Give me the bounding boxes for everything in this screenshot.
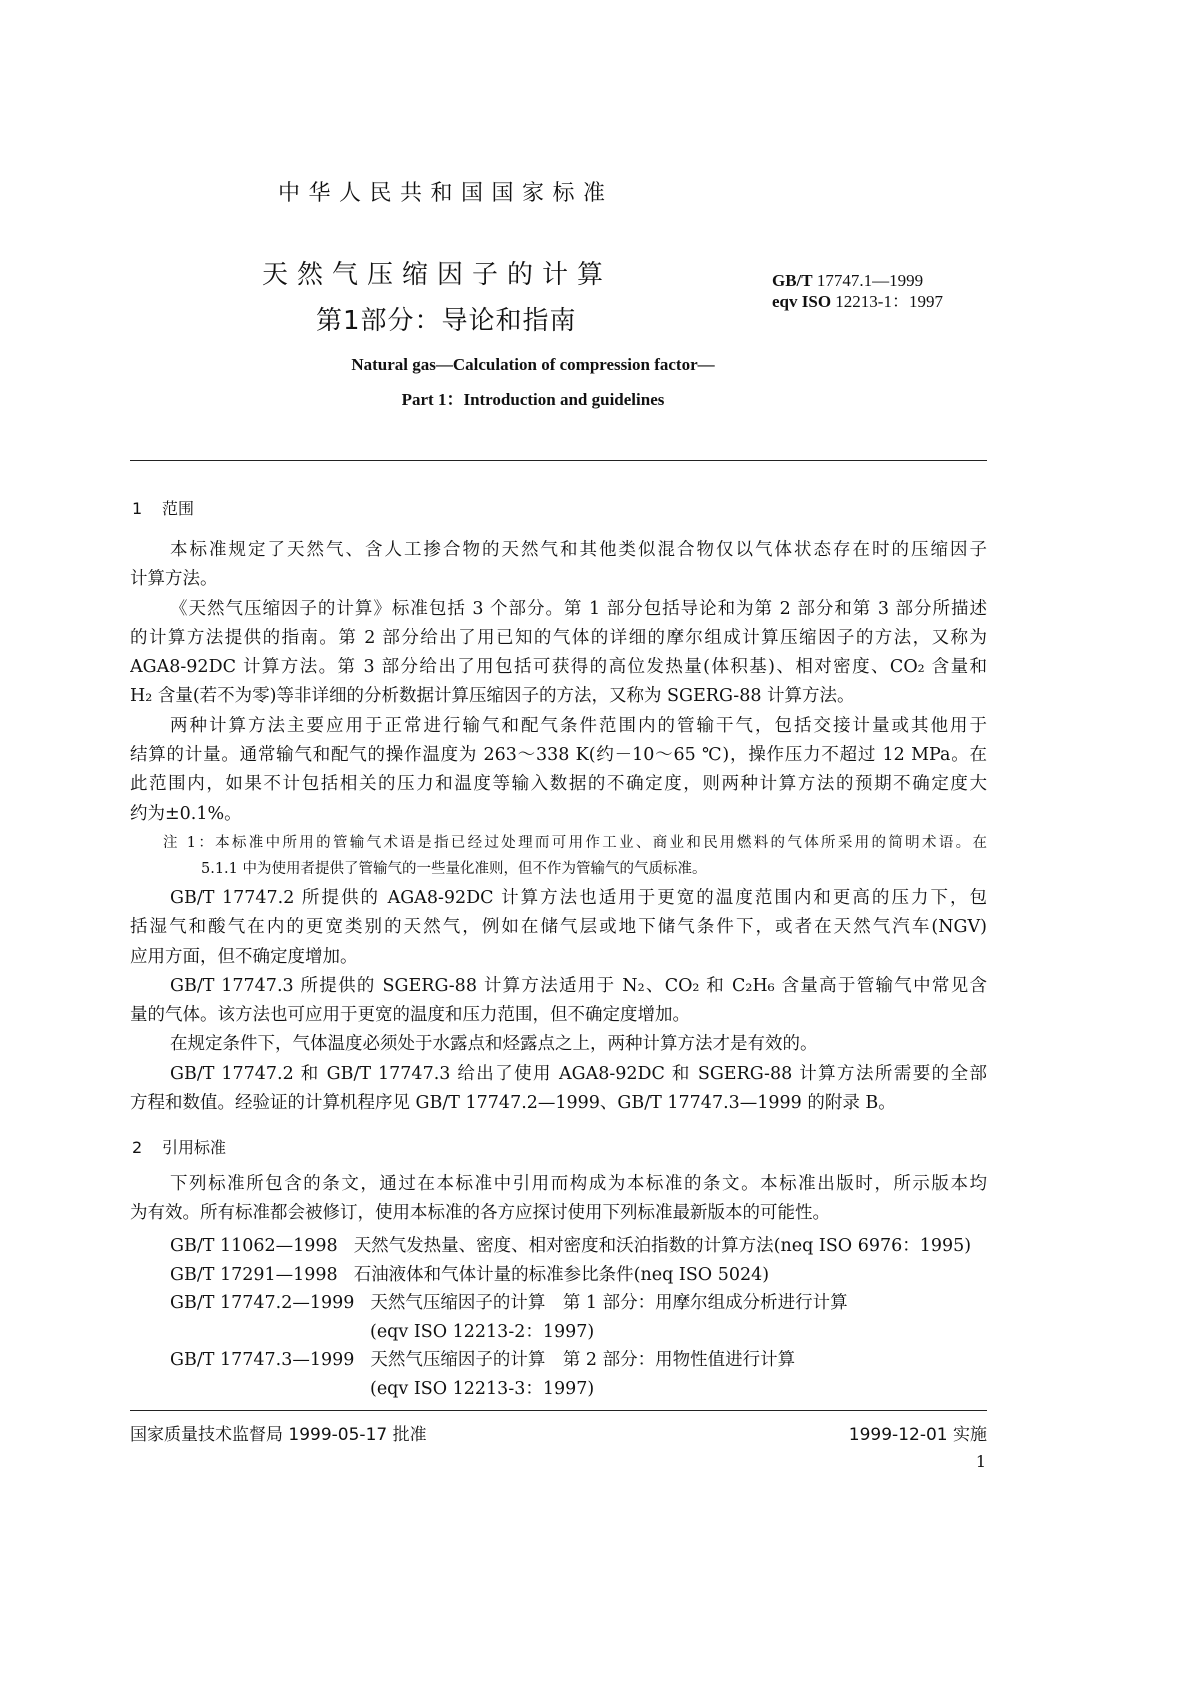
reference-code: GB/T 17291—1998 (170, 1264, 338, 1285)
reference-list (170, 1232, 971, 1403)
section-number: 2 (132, 1138, 143, 1157)
text-line: 计算方法。 (130, 569, 218, 590)
text-line: 结算的计量。通常输气和配气的操作温度为 263～338 K(约－10～65 ℃)，操作压力不超过 12 MPa。在 (130, 745, 987, 766)
text-line: 本标准规定了天然气、含人工掺合物的天然气和其他类似混合物仅以气体状态存在时的压缩因子 (170, 540, 987, 560)
section-1-body-2 (130, 884, 987, 1118)
reference-item (170, 1232, 971, 1261)
reference-title: 天然气压缩因子的计算 第 1 部分：用摩尔组成分析进行计算 (370, 1293, 848, 1313)
section-title: 引用标准 (162, 1138, 227, 1157)
bottom-divider (130, 1410, 987, 1411)
text-line: 应用方面，但不确定度增加。 (130, 946, 358, 967)
section-2-intro (130, 1170, 987, 1229)
reference-equivalent: (eqv ISO 12213-2：1997) (370, 1321, 595, 1342)
text-line: 此范围内，如果不计包括相关的压力和温度等输入数据的不确定度，则两种计算方法的预期不确定度大 (130, 774, 987, 795)
reference-code: GB/T 17747.2—1999 (170, 1293, 355, 1313)
text-line: H₂ 含量(若不为零)等非详细的分析数据计算压缩因子的方法，又称为 SGERG-88 计算方法。 (130, 686, 855, 707)
reference-title: 天然气发热量、密度、相对密度和沃泊指数的计算方法(neq ISO 6976：1995) (353, 1236, 972, 1256)
page-number: 1 (975, 1452, 986, 1471)
reference-item (170, 1261, 971, 1290)
section-1-heading (132, 496, 194, 519)
note-1 (163, 830, 987, 882)
text-line: 在规定条件下，气体温度必须处于水露点和烃露点之上，两种计算方法才是有效的。 (170, 1034, 818, 1055)
english-title-line2: Part 1：Introduction and guidelines (401, 390, 665, 409)
text-line: 下列标准所包含的条文，通过在本标准中引用而构成为本标准的条文。本标准出版时，所示版本均 (170, 1174, 987, 1194)
text-line: 为有效。所有标准都会被修订，使用本标准的各方应探讨使用下列标准最新版本的可能性。 (130, 1203, 830, 1224)
english-title-line1: Natural gas—Calculation of compression factor— (351, 355, 715, 374)
reference-title: 石油液体和气体计量的标准参比条件(neq ISO 5024) (353, 1264, 770, 1285)
section-title: 范围 (162, 499, 195, 518)
document-title: 天然气压缩因子的计算 (262, 260, 613, 290)
document-subtitle: 第1部分：导论和指南 (316, 306, 577, 336)
text-line: 《天然气压缩因子的计算》标准包括 3 个部分。第 1 部分包括导论和为第 2 部分和第 3 部分所描述 (170, 598, 987, 619)
text-line: GB/T 17747.2 和 GB/T 17747.3 给出了使用 AGA8-92DC 和 SGERG-88 计算方法所需要的全部 (170, 1063, 987, 1084)
reference-item (170, 1289, 971, 1318)
section-number: 1 (132, 499, 143, 518)
reference-code: GB/T 11062—1998 (170, 1236, 338, 1256)
text-line: GB/T 17747.2 所提供的 AGA8-92DC 计算方法也适用于更宽的温度范围内和更高的压力下，包 (170, 888, 987, 908)
text-line: 两种计算方法主要应用于正常进行输气和配气条件范围内的管输干气，包括交接计量或其他用于 (170, 715, 987, 736)
note-line: 注 1：本标准中所用的管输气术语是指已经过处理而可用作工业、商业和民用燃料的气体所采用的简明术语。在 (163, 835, 987, 851)
text-line: 方程和数值。经验证的计算机程序见 GB/T 17747.2—1999、GB/T 17747.3—1999 的附录 B。 (130, 1093, 896, 1114)
gb-prefix: GB/T (772, 271, 813, 290)
text-line: AGA8-92DC 计算方法。第 3 部分给出了用包括可获得的高位发热量(体积基)、相对密度、CO₂ 含量和 (130, 657, 987, 678)
text-line: 的计算方法提供的指南。第 2 部分给出了用已知的气体的详细的摩尔组成计算压缩因子的方法，又称为 (130, 627, 987, 648)
section-1-body (130, 536, 987, 829)
top-divider (130, 460, 987, 461)
standard-code (772, 270, 943, 312)
section-2-heading (132, 1135, 226, 1158)
reference-code: GB/T 17747.3—1999 (170, 1350, 355, 1370)
eqv-prefix: eqv ISO (772, 292, 832, 311)
national-standard-header: 中华人民共和国国家标准 (278, 181, 614, 206)
text-line: 量的气体。该方法也可应用于更宽的温度和压力范围，但不确定度增加。 (130, 1005, 690, 1026)
text-line: 约为±0.1%。 (130, 803, 242, 824)
text-line: 括湿气和酸气在内的更宽类别的天然气，例如在储气层或地下储气条件下，或者在天然气汽车(NGV) (130, 917, 987, 938)
reference-equivalent: (eqv ISO 12213-3：1997) (370, 1378, 595, 1399)
reference-title: 天然气压缩因子的计算 第 2 部分：用物性值进行计算 (370, 1350, 796, 1370)
approval-date: 国家质量技术监督局 1999-05-17 批准 (130, 1425, 427, 1445)
note-line: 5.1.1 中为使用者提供了管输气的一些量化准则，但不作为管输气的气质标准。 (201, 861, 707, 877)
reference-item (170, 1346, 971, 1375)
gb-number: 17747.1—1999 (816, 271, 924, 290)
text-line: GB/T 17747.3 所提供的 SGERG-88 计算方法适用于 N₂、CO₂ 和 C₂H₆ 含量高于管输气中常见含 (170, 975, 987, 996)
eqv-number: 12213-1：1997 (835, 292, 943, 311)
effective-date: 1999-12-01 实施 (848, 1425, 987, 1445)
